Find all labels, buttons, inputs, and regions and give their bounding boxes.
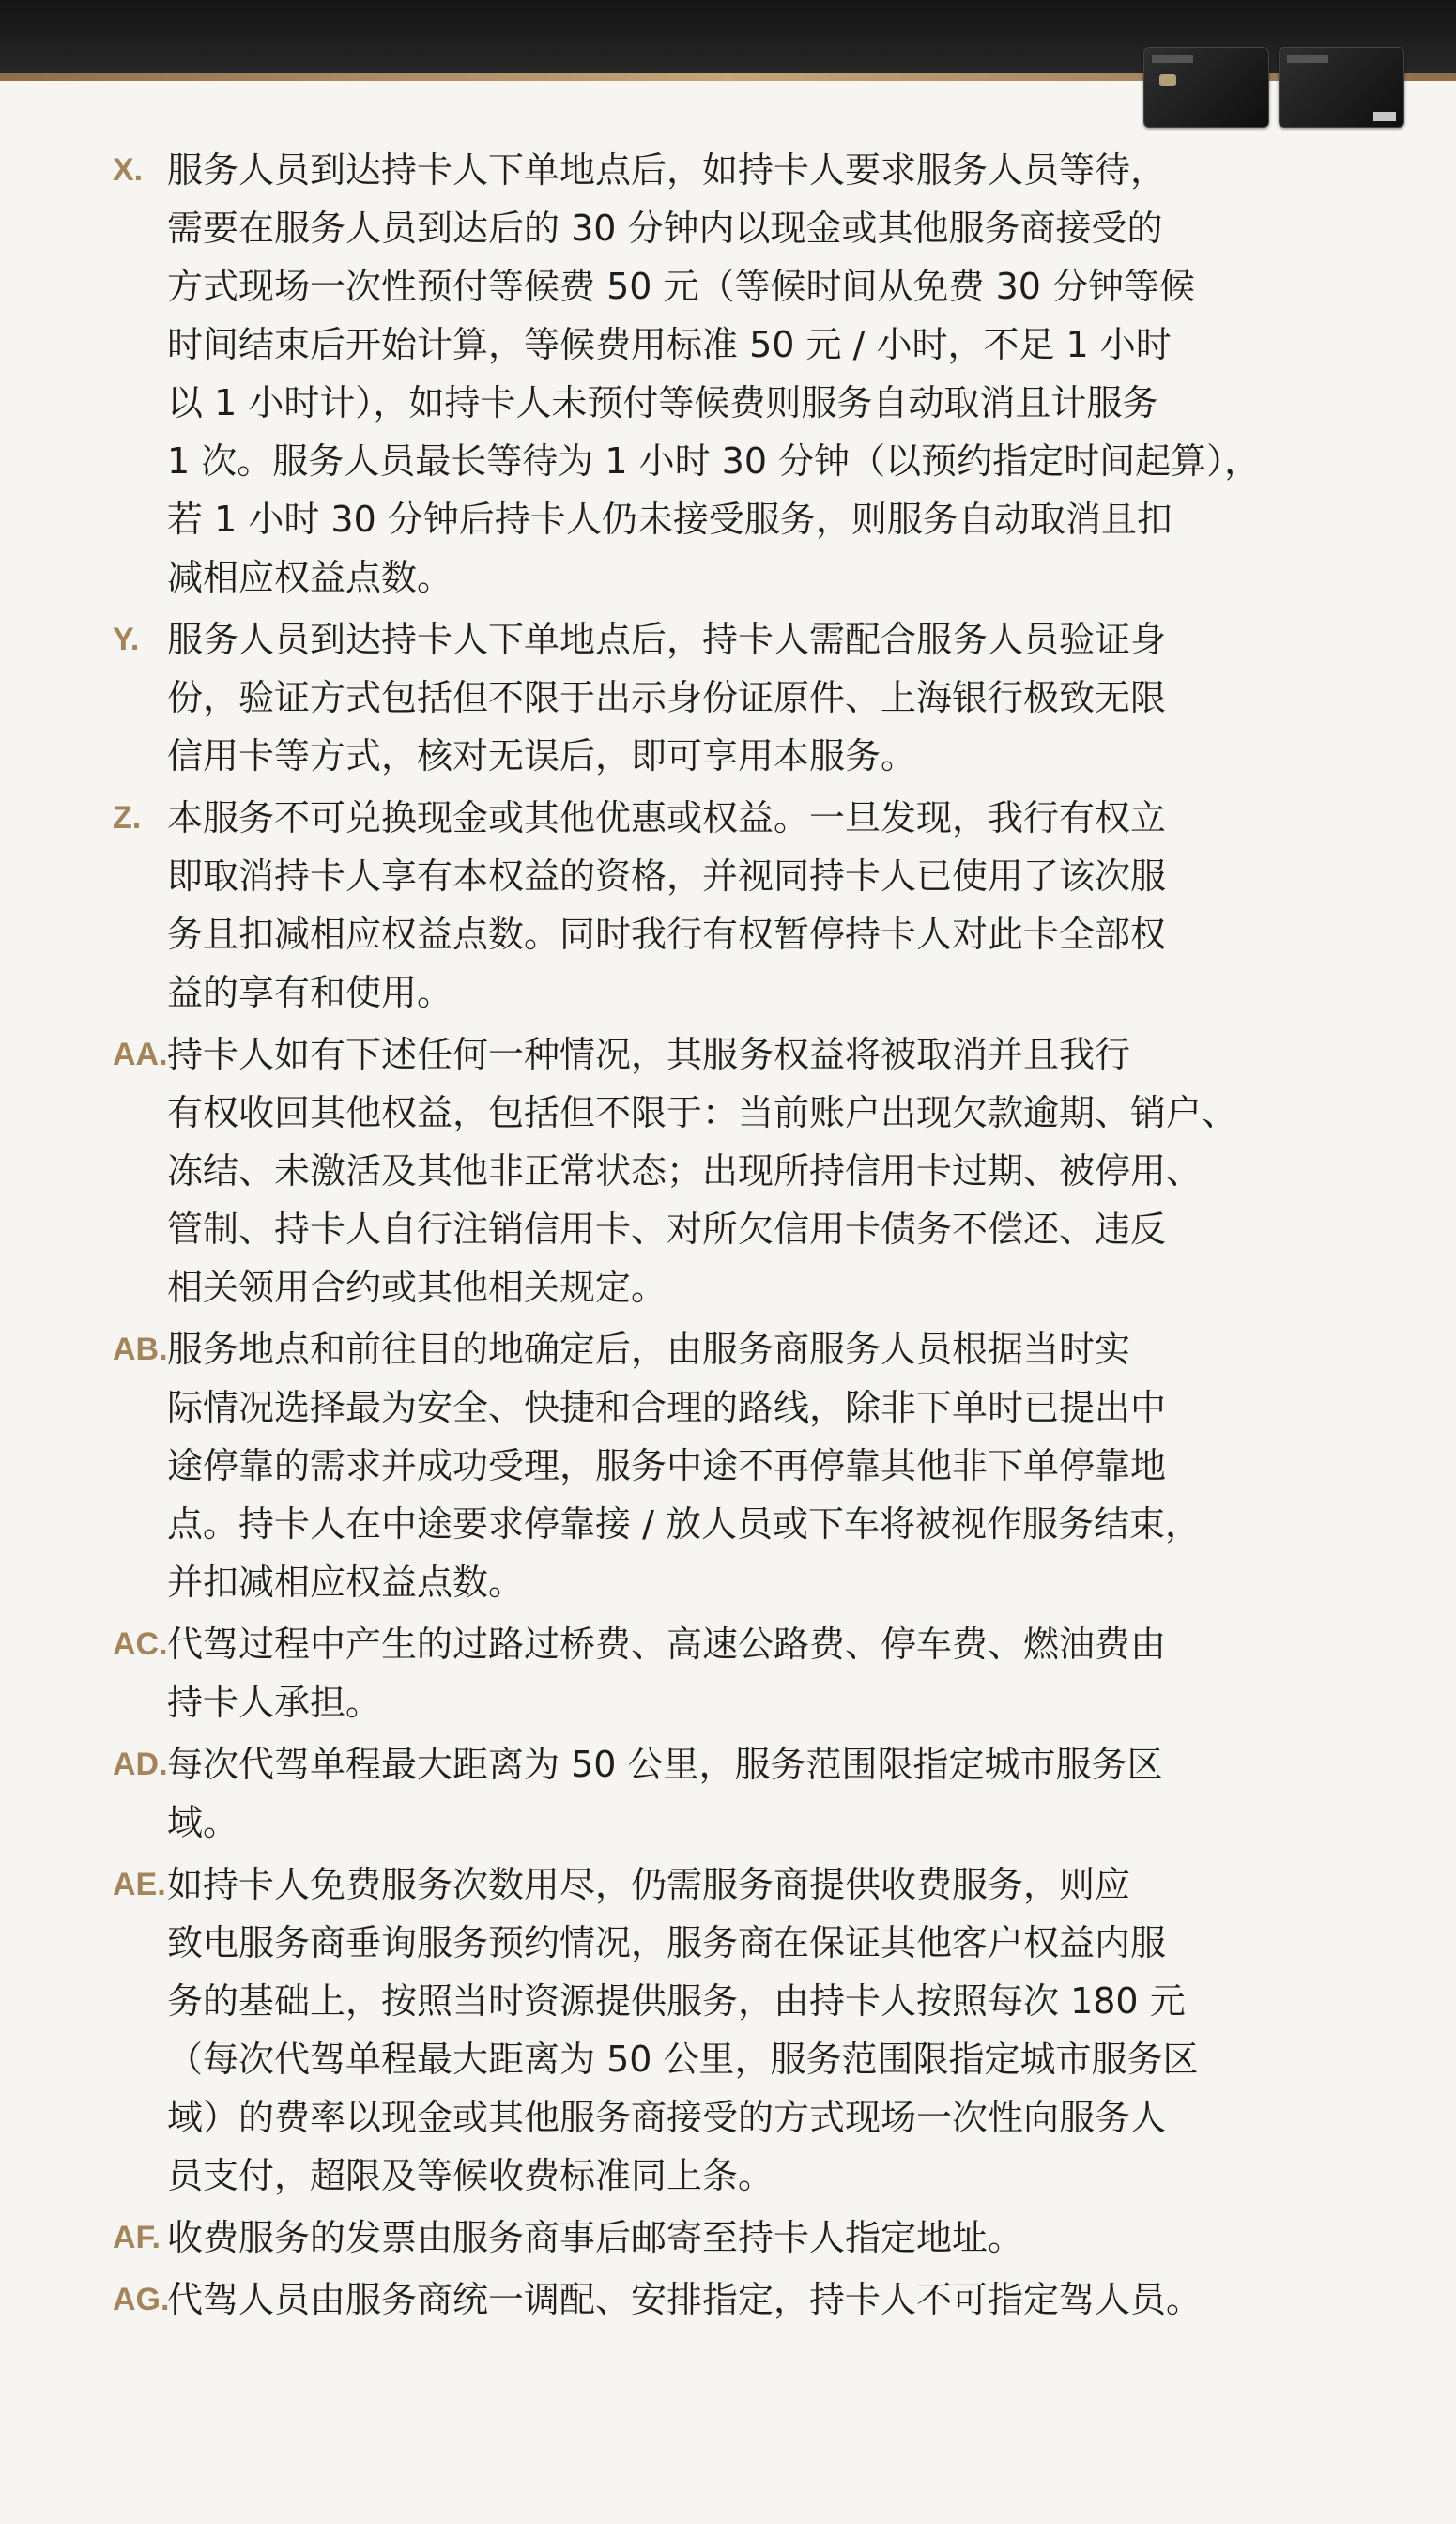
visa-logo-icon: [1373, 112, 1396, 121]
terms-list: [113, 141, 1352, 2332]
term-text-line: 时间结束后开始计算，等候费用标准 50 元 / 小时，不足 1 小时: [167, 324, 1172, 365]
term-text-line: 域。: [167, 1802, 239, 1843]
term-text-line: 代驾人员由服务商统一调配、安排指定，持卡人不可指定驾人员。: [167, 2279, 1203, 2320]
term-text-line: 收费服务的发票由服务商事后邮寄至持卡人指定地址。: [167, 2217, 1024, 2258]
term-label: AB.: [113, 1331, 168, 1367]
term-item: [113, 789, 1352, 1022]
term-label: AG.: [113, 2282, 170, 2317]
term-item: [113, 2208, 1352, 2267]
term-text-line: 员支付，超限及等候收费标准同上条。: [167, 2155, 774, 2196]
term-label: Y.: [113, 622, 140, 657]
term-text-line: 每次代驾单程最大距离为 50 公里，服务范围限指定城市服务区: [167, 1744, 1163, 1785]
term-label: X.: [113, 152, 144, 188]
term-text-line: 致电服务商垂询服务预约情况，服务商在保证其他客户权益内服: [167, 1922, 1167, 1963]
term-label: Z.: [113, 800, 142, 836]
term-text-line: 1 次。服务人员最长等待为 1 小时 30 分钟（以预约指定时间起算），: [167, 440, 1261, 482]
term-text-line: 务的基础上，按照当时资源提供服务，由持卡人按照每次 180 元: [167, 1980, 1186, 2022]
term-text-line: 途停靠的需求并成功受理，服务中途不再停靠其他非下单停靠地: [167, 1445, 1167, 1486]
term-text-line: 份，验证方式包括但不限于出示身份证原件、上海银行极致无限: [167, 677, 1167, 718]
term-text-line: 点。持卡人在中途要求停靠接 / 放人员或下车将被视作服务结束，: [167, 1503, 1201, 1545]
term-item: [113, 141, 1352, 607]
term-text-line: 冻结、未激活及其他非正常状态；出现所持信用卡过期、被停用、: [167, 1150, 1203, 1192]
term-item: [113, 1615, 1352, 1731]
term-text-line: 如持卡人免费服务次数用尽，仍需服务商提供收费服务，则应: [167, 1864, 1131, 1905]
term-label: AD.: [113, 1747, 168, 1782]
term-text-line: 有权收回其他权益，包括但不限于：当前账户出现欠款逾期、销户、: [167, 1092, 1238, 1133]
credit-card-icon: [1143, 47, 1404, 130]
term-item: [113, 2270, 1352, 2329]
term-text-line: 际情况选择最为安全、快捷和合理的路线，除非下单时已提出中: [167, 1387, 1167, 1428]
term-item: [113, 610, 1352, 785]
term-text-line: 服务人员到达持卡人下单地点后，持卡人需配合服务人员验证身: [167, 619, 1167, 660]
term-item: [113, 1735, 1352, 1852]
term-text-line: 以 1 小时计），如持卡人未预付等候费则服务自动取消且计服务: [167, 382, 1158, 423]
bank-logo-icon: [1152, 55, 1193, 63]
term-text-line: 持卡人如有下述任何一种情况，其服务权益将被取消并且我行: [167, 1034, 1131, 1075]
term-text-line: （每次代驾单程最大距离为 50 公里，服务范围限指定城市服务区: [167, 2039, 1199, 2080]
bank-logo-icon: [1287, 55, 1328, 63]
term-label: AC.: [113, 1626, 168, 1662]
term-text-line: 并扣减相应权益点数。: [167, 1562, 525, 1603]
card-image-visa: [1279, 47, 1404, 128]
term-text-line: 若 1 小时 30 分钟后持卡人仍未接受服务，则服务自动取消且扣: [167, 499, 1172, 540]
term-text-line: 服务地点和前往目的地确定后，由服务商服务人员根据当时实: [167, 1329, 1131, 1370]
term-text-line: 需要在服务人员到达后的 30 分钟内以现金或其他服务商接受的: [167, 208, 1163, 249]
card-chip-icon: [1159, 74, 1176, 86]
term-text-line: 信用卡等方式，核对无误后，即可享用本服务。: [167, 735, 917, 777]
term-text-line: 方式现场一次性预付等候费 50 元（等候时间从免费 30 分钟等候: [167, 266, 1196, 307]
term-text-line: 相关领用合约或其他相关规定。: [167, 1267, 667, 1308]
term-text-line: 益的享有和使用。: [167, 972, 453, 1013]
term-text-line: 代驾过程中产生的过路过桥费、高速公路费、停车费、燃油费由: [167, 1624, 1167, 1665]
term-text-line: 持卡人承担。: [167, 1682, 382, 1723]
term-label: AA.: [113, 1037, 168, 1072]
term-text-line: 管制、持卡人自行注销信用卡、对所欠信用卡债务不偿还、违反: [167, 1208, 1167, 1250]
term-text-line: 服务人员到达持卡人下单地点后，如持卡人要求服务人员等待，: [167, 149, 1167, 191]
term-item: [113, 1855, 1352, 2205]
term-label: AE.: [113, 1867, 166, 1902]
term-item: [113, 1320, 1352, 1611]
term-item: [113, 1025, 1352, 1316]
term-text-line: 减相应权益点数。: [167, 557, 453, 598]
term-text-line: 本服务不可兑换现金或其他优惠或权益。一旦发现，我行有权立: [167, 797, 1167, 839]
term-label: AF.: [113, 2220, 161, 2255]
term-text-line: 即取消持卡人享有本权益的资格，并视同持卡人已使用了该次服: [167, 855, 1167, 897]
term-text-line: 域）的费率以现金或其他服务商接受的方式现场一次性向服务人: [167, 2097, 1167, 2138]
term-text-line: 务且扣减相应权益点数。同时我行有权暂停持卡人对此卡全部权: [167, 914, 1167, 955]
card-image-diamond: [1143, 47, 1269, 128]
